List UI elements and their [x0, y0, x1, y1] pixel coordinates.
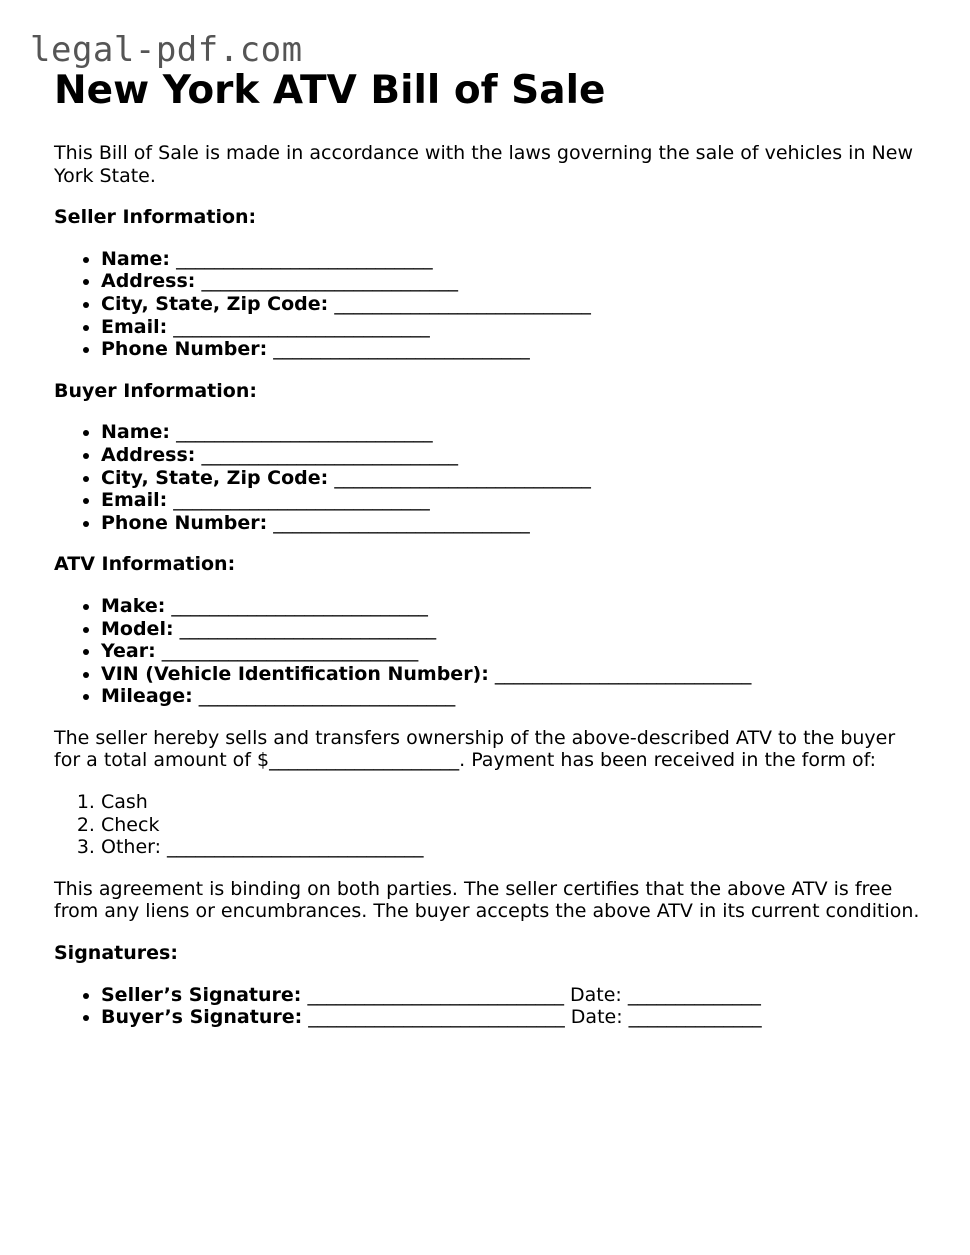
- field-label: City, State, Zip Code:: [101, 466, 329, 489]
- blank-line: ___________________________: [176, 247, 433, 270]
- field-label: VIN (Vehicle Identification Number):: [101, 662, 489, 685]
- field-label: Year:: [101, 640, 156, 663]
- field-label: Address:: [101, 443, 196, 466]
- list-item: [101, 1006, 924, 1029]
- field-label: Make:: [101, 594, 166, 617]
- blank-line: ___________________________: [161, 640, 419, 663]
- buyer-heading: Buyer Information:: [54, 379, 257, 402]
- list-item: [101, 984, 924, 1007]
- sale-paragraph: The seller hereby sells and transfers ownership of the above-described ATV to the buyer for a total amount of $____________________. Payment has been received in the form of:: [54, 726, 896, 772]
- blank-line: ___________________________: [273, 338, 530, 361]
- list-item: [101, 421, 924, 444]
- field-label: Phone Number:: [101, 511, 268, 534]
- blank-line: ___________________________: [307, 983, 564, 1006]
- list-item: 3. Other: ___________________________: [101, 836, 924, 859]
- atv-heading: ATV Information:: [54, 553, 236, 576]
- seller-heading: Seller Information:: [54, 206, 257, 229]
- blank-line: ___________________________: [308, 1006, 565, 1029]
- blank-line: ___________________________: [494, 662, 752, 685]
- field-label: Phone Number:: [101, 338, 268, 361]
- blank-line: ___________________________: [176, 421, 433, 444]
- atv-fields-list: [54, 595, 924, 708]
- seller-signature-label: Seller’s Signature:: [101, 983, 302, 1006]
- field-label: Address:: [101, 270, 196, 293]
- agreement-paragraph: This agreement is binding on both parties. The seller certifies that the above ATV is free from any liens or encumbrances. The buyer accepts the above ATV in its current condition.: [54, 877, 920, 923]
- field-label: Email:: [101, 315, 168, 338]
- field-label: City, State, Zip Code:: [101, 292, 329, 315]
- list-item: [101, 338, 924, 361]
- list-item: [101, 595, 924, 618]
- list-item: [101, 663, 924, 686]
- blank-line: ___________________________: [201, 443, 458, 466]
- list-item: [101, 270, 924, 293]
- signatures-heading: Signatures:: [54, 942, 178, 965]
- date-field: Date: ______________: [570, 983, 761, 1006]
- intro-paragraph: This Bill of Sale is made in accordance with the laws governing the sale of vehicles in New York State.: [54, 142, 913, 187]
- list-item: [101, 248, 924, 271]
- field-label: Name:: [101, 421, 171, 444]
- list-item: 2. Check: [101, 814, 924, 837]
- seller-fields-list: [54, 248, 924, 361]
- list-item: [101, 618, 924, 641]
- list-item: [101, 685, 924, 708]
- blank-line: ___________________________: [273, 511, 530, 534]
- field-label: Email:: [101, 489, 168, 512]
- list-item: 1. Cash: [101, 791, 924, 814]
- blank-line: ___________________________: [173, 489, 430, 512]
- blank-line: ___________________________: [334, 292, 591, 315]
- list-item: [101, 467, 924, 490]
- blank-line: ___________________________: [334, 466, 591, 489]
- blank-line: ___________________________: [171, 594, 428, 617]
- list-item: [101, 640, 924, 663]
- field-label: Mileage:: [101, 685, 193, 708]
- signatures-list: [54, 984, 924, 1029]
- list-item: [101, 444, 924, 467]
- buyer-signature-label: Buyer’s Signature:: [101, 1006, 303, 1029]
- page-title: New York ATV Bill of Sale: [54, 68, 606, 113]
- blank-line: ___________________________: [179, 617, 437, 640]
- blank-line: ___________________________: [198, 685, 456, 708]
- list-item: [101, 489, 924, 512]
- blank-line: ___________________________: [201, 270, 458, 293]
- list-item: [101, 316, 924, 339]
- watermark-text: legal-pdf.com: [30, 30, 303, 70]
- payment-options-list: [54, 791, 924, 859]
- blank-line: ___________________________: [173, 315, 430, 338]
- buyer-fields-list: [54, 421, 924, 534]
- list-item: [101, 293, 924, 316]
- date-field: Date: ______________: [570, 1006, 762, 1029]
- list-item: [101, 512, 924, 535]
- field-label: Model:: [101, 617, 174, 640]
- document-body: [54, 66, 924, 1048]
- field-label: Name:: [101, 247, 171, 270]
